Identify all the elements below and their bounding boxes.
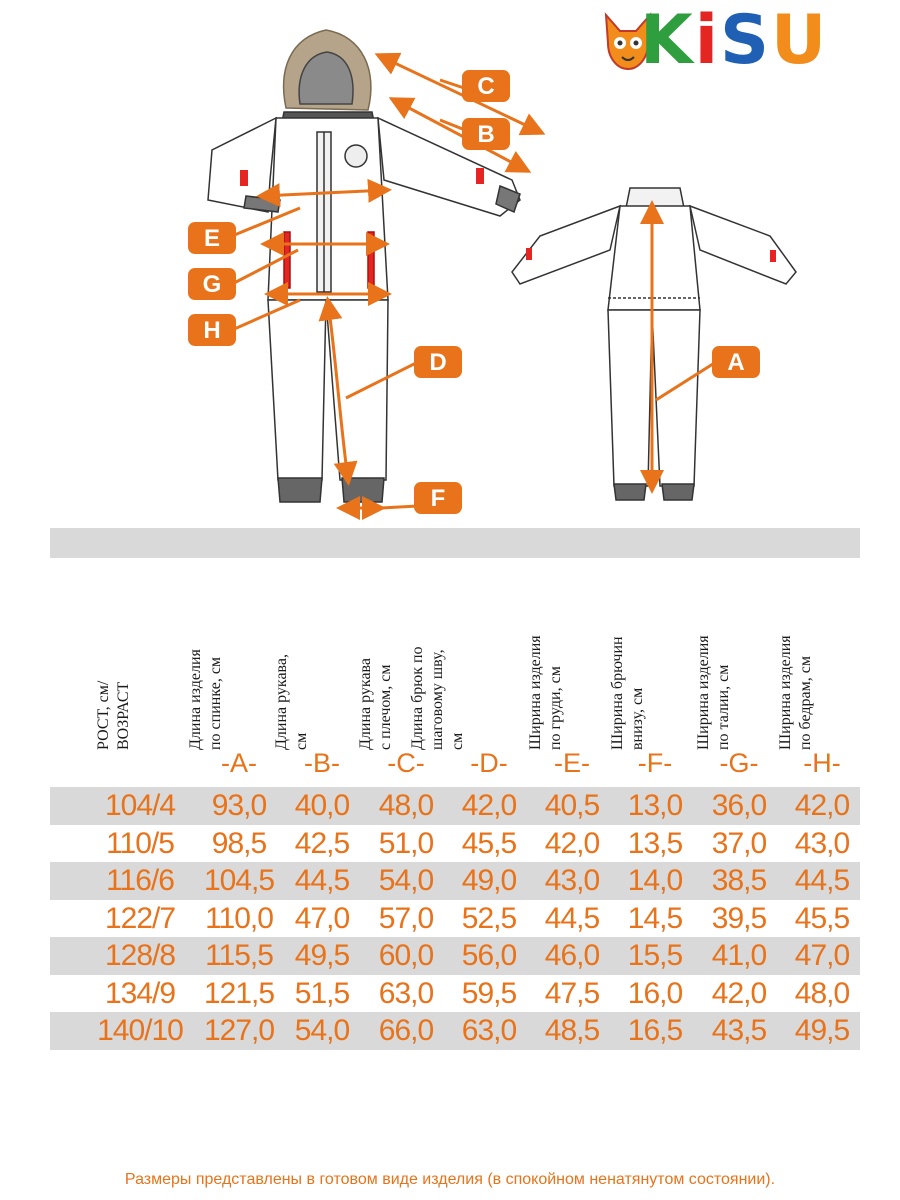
column-letter-b: -B- xyxy=(304,748,340,778)
column-letter-a: -A- xyxy=(221,748,257,778)
value-cell: 42,0 xyxy=(794,789,850,822)
size-cell: 110/5 xyxy=(106,826,174,860)
value-cell: 93,0 xyxy=(211,789,267,822)
footer-note: Размеры представлены в готовом виде изделия (в спокойном ненатянутом состоянии). xyxy=(124,1171,776,1188)
size-cell: 116/6 xyxy=(106,864,174,897)
column-header-d: Длина брюк по шаговому шву, см xyxy=(409,646,466,750)
value-cell: 14,0 xyxy=(627,864,683,897)
callout-c xyxy=(462,70,510,102)
size-cell: 134/9 xyxy=(104,976,176,1010)
svg-text:F: F xyxy=(430,485,446,512)
value-cell: 47,5 xyxy=(544,976,600,1010)
callout-b xyxy=(462,118,510,150)
value-cell: 43,5 xyxy=(711,1014,767,1047)
logo-text: KiSU xyxy=(640,1,829,80)
value-cell: 110,0 xyxy=(205,901,273,935)
value-cell: 49,5 xyxy=(794,1014,850,1047)
value-cell: 46,0 xyxy=(544,939,600,972)
value-cell: 42,5 xyxy=(294,826,350,860)
value-cell: 16,5 xyxy=(627,1014,683,1047)
svg-text:D: D xyxy=(429,349,447,376)
column-header-g: Ширина изделия по талии, см xyxy=(695,635,732,750)
value-cell: 52,5 xyxy=(461,901,517,935)
value-cell: 115,5 xyxy=(205,939,273,972)
value-cell: 54,0 xyxy=(294,1014,350,1047)
value-cell: 51,0 xyxy=(378,826,434,860)
svg-text:A: A xyxy=(727,349,745,376)
value-cell: 127,0 xyxy=(203,1014,275,1047)
value-cell: 15,5 xyxy=(627,939,683,972)
value-cell: 40,5 xyxy=(544,789,600,822)
value-cell: 45,5 xyxy=(794,901,850,935)
callout-d xyxy=(414,346,462,378)
value-cell: 59,5 xyxy=(461,976,517,1010)
size-cell: 128/8 xyxy=(104,939,176,972)
value-cell: 40,0 xyxy=(294,789,350,822)
value-cell: 38,5 xyxy=(711,864,767,897)
value-cell: 42,0 xyxy=(711,976,767,1010)
size-cell: 104/4 xyxy=(104,789,176,822)
value-cell: 54,0 xyxy=(378,864,434,897)
column-header-f: Ширина брючин внизу, см xyxy=(609,636,646,750)
callout-g xyxy=(188,268,236,300)
table-row xyxy=(50,900,860,938)
column-header-b: Длина рукава, см xyxy=(273,654,310,750)
value-cell: 44,5 xyxy=(544,901,600,935)
table-row xyxy=(50,787,860,825)
svg-text:G: G xyxy=(202,271,222,298)
value-cell: 13,0 xyxy=(627,789,683,822)
callout-e xyxy=(188,222,236,254)
value-cell: 42,0 xyxy=(461,789,517,822)
value-cell: 45,5 xyxy=(461,826,517,860)
value-cell: 41,0 xyxy=(711,939,767,972)
value-cell: 43,0 xyxy=(544,864,600,897)
table-row xyxy=(50,1012,860,1050)
table-row xyxy=(50,975,860,1013)
callout-h xyxy=(188,314,236,346)
svg-text:H: H xyxy=(203,317,221,344)
value-cell: 104,5 xyxy=(203,864,275,897)
value-cell: 48,0 xyxy=(378,789,434,822)
table-row xyxy=(50,825,860,863)
svg-text:C: C xyxy=(477,73,495,100)
column-letter-d: -D- xyxy=(470,748,508,778)
size-table xyxy=(50,787,860,1050)
callout-f xyxy=(414,482,462,514)
column-letter-g: -G- xyxy=(719,748,759,778)
column-letter-e: -E- xyxy=(554,748,590,778)
value-cell: 37,0 xyxy=(711,826,767,860)
value-cell: 66,0 xyxy=(378,1014,434,1047)
value-cell: 14,5 xyxy=(627,901,683,935)
column-header-e: Ширина изделия по груди, см xyxy=(527,635,564,750)
callout-a xyxy=(712,346,760,378)
table-top-bar xyxy=(50,528,860,558)
back-view-jumpsuit xyxy=(512,188,796,500)
value-cell: 60,0 xyxy=(378,939,434,972)
table-row xyxy=(50,862,860,900)
svg-text:B: B xyxy=(477,121,495,148)
value-cell: 48,0 xyxy=(794,976,850,1010)
value-cell: 63,0 xyxy=(378,976,434,1010)
value-cell: 56,0 xyxy=(461,939,517,972)
size-cell: 122/7 xyxy=(104,901,176,935)
value-cell: 63,0 xyxy=(461,1014,517,1047)
value-cell: 44,5 xyxy=(294,864,350,897)
value-cell: 49,5 xyxy=(294,939,350,972)
value-cell: 49,0 xyxy=(461,864,517,897)
kisu-logo xyxy=(600,3,880,78)
table-row xyxy=(50,937,860,975)
column-letter-f: -F- xyxy=(637,748,673,778)
value-cell: 44,5 xyxy=(794,864,850,897)
column-header-a: Длина изделия по спинке, см xyxy=(187,649,224,750)
value-cell: 13,5 xyxy=(627,826,683,860)
size-column-header: РОСТ, см/ ВОЗРАСТ xyxy=(95,680,132,750)
value-cell: 47,0 xyxy=(294,901,350,935)
value-cell: 36,0 xyxy=(711,789,767,822)
column-header-c: Длина рукава с плечом, см xyxy=(357,658,394,750)
column-header-h: Ширина изделия по бедрам, см xyxy=(777,635,814,750)
value-cell: 42,0 xyxy=(544,826,600,860)
value-cell: 57,0 xyxy=(378,901,434,935)
value-cell: 98,5 xyxy=(211,826,267,860)
column-letter-row xyxy=(0,748,900,784)
value-cell: 43,0 xyxy=(794,826,850,860)
value-cell: 16,0 xyxy=(627,976,683,1010)
value-cell: 51,5 xyxy=(294,976,350,1010)
column-letter-c: -C- xyxy=(387,748,425,778)
value-cell: 39,5 xyxy=(711,901,767,935)
value-cell: 48,5 xyxy=(544,1014,600,1047)
column-letter-h: -H- xyxy=(803,748,841,778)
size-cell: 140/10 xyxy=(97,1014,183,1047)
table-column-headers xyxy=(0,562,900,750)
svg-text:E: E xyxy=(203,225,221,252)
value-cell: 121,5 xyxy=(203,976,275,1010)
value-cell: 47,0 xyxy=(794,939,850,972)
